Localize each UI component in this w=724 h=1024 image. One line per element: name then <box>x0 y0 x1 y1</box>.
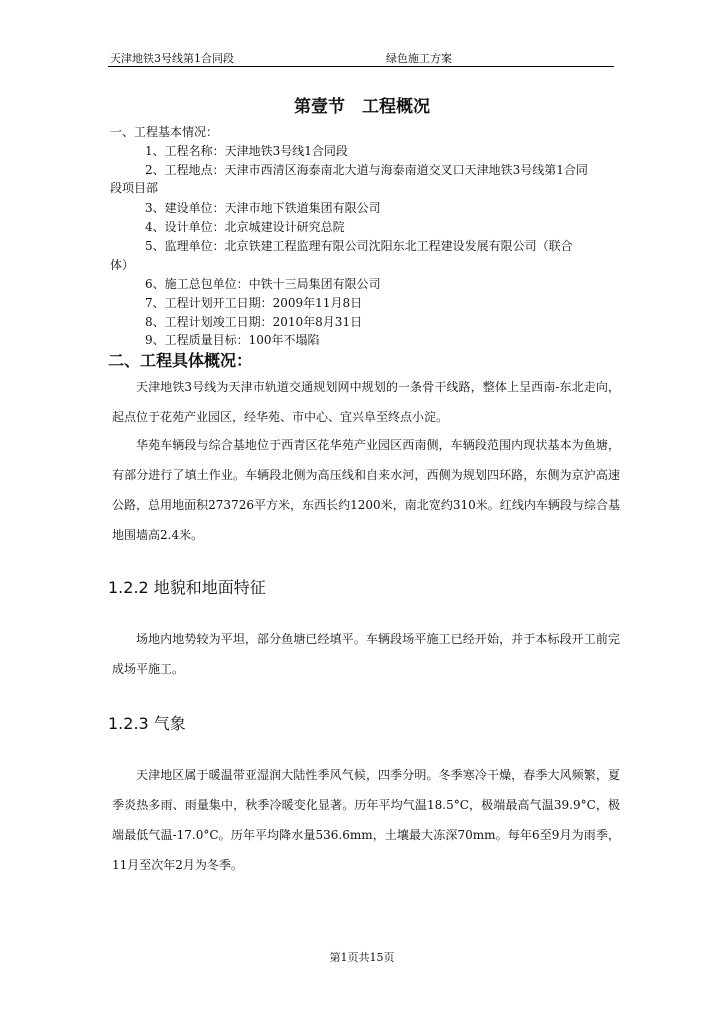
list-item: 体） <box>110 258 135 272</box>
list-item: 3、建设单位：天津市地下铁道集团有限公司 <box>145 201 381 215</box>
section1-heading: 一、工程基本情况： <box>110 125 219 139</box>
page-footer: 第1页共15页 <box>329 951 395 964</box>
list-item: 2、工程地点：天津市西清区海泰南北大道与海泰南道交叉口天津地铁3号线第1合同 <box>145 163 588 177</box>
list-item: 9、工程质量目标：100年不塌陷 <box>145 333 320 347</box>
header-left: 天津地铁3号线第1合同段 <box>110 52 234 65</box>
list-item: 段项目部 <box>110 181 159 195</box>
list-item: 5、监理单位：北京铁建工程监理有限公司沈阳东北工程建设发展有限公司（联合 <box>145 239 573 253</box>
list-item: 4、设计单位：北京城建设计研究总院 <box>145 220 345 234</box>
paragraph: 天津地区属于暖温带亚湿润大陆性季风气候，四季分明。冬季寒冷干燥，春季大风频繁，夏季炎热多雨、雨量集中，秋季冷暖变化显著。历年平均气温18.5°C，极端最高气温39.9°C，极端最低气温-17.0°C。历年平均降水量536.6mm，土壤最大冻深70mm。每年6至9月为雨季，11月至次年2月为冬季。 <box>112 768 620 872</box>
section-heading-landform: 1.2.2 地貌和地面特征 <box>108 578 266 597</box>
header-right: 绿色施工方案 <box>386 52 452 65</box>
paragraph: 天津地铁3号线为天津市轨道交通规划网中规划的一条骨干线路，整体上呈西南-东北走向，起点位于花苑产业园区，经华苑、市中心、宜兴阜至终点小淀。 <box>112 380 620 424</box>
section-heading-climate: 1.2.3 气象 <box>108 714 186 733</box>
section2-heading: 二、工程具体概况： <box>108 351 253 370</box>
list-item: 8、工程计划竣工日期：2010年8月31日 <box>145 315 363 329</box>
list-item: 6、施工总包单位：中铁十三局集团有限公司 <box>145 277 381 291</box>
list-item: 7、工程计划开工日期：2009年11月8日 <box>145 296 363 310</box>
list-item: 1、工程名称：天津地铁3号线1合同段 <box>145 144 348 158</box>
header-rule <box>108 66 614 67</box>
paragraph: 场地内地势较为平坦，部分鱼塘已经填平。车辆段场平施工已经开始，并于本标段开工前完成场平施工。 <box>112 632 620 676</box>
page-title: 第壹节 工程概况 <box>294 97 430 117</box>
paragraph: 华苑车辆段与综合基地位于西青区花华苑产业园区西南侧，车辆段范围内现状基本为鱼塘，有部分进行了填土作业。车辆段北侧为高压线和自来水河，西侧为规划四环路，东侧为京沪高速公路，总用地面积273726平方米，东西长约1200米，南北宽约310米。红线内车辆段与综合基地围墙高2.4米。 <box>112 438 620 542</box>
